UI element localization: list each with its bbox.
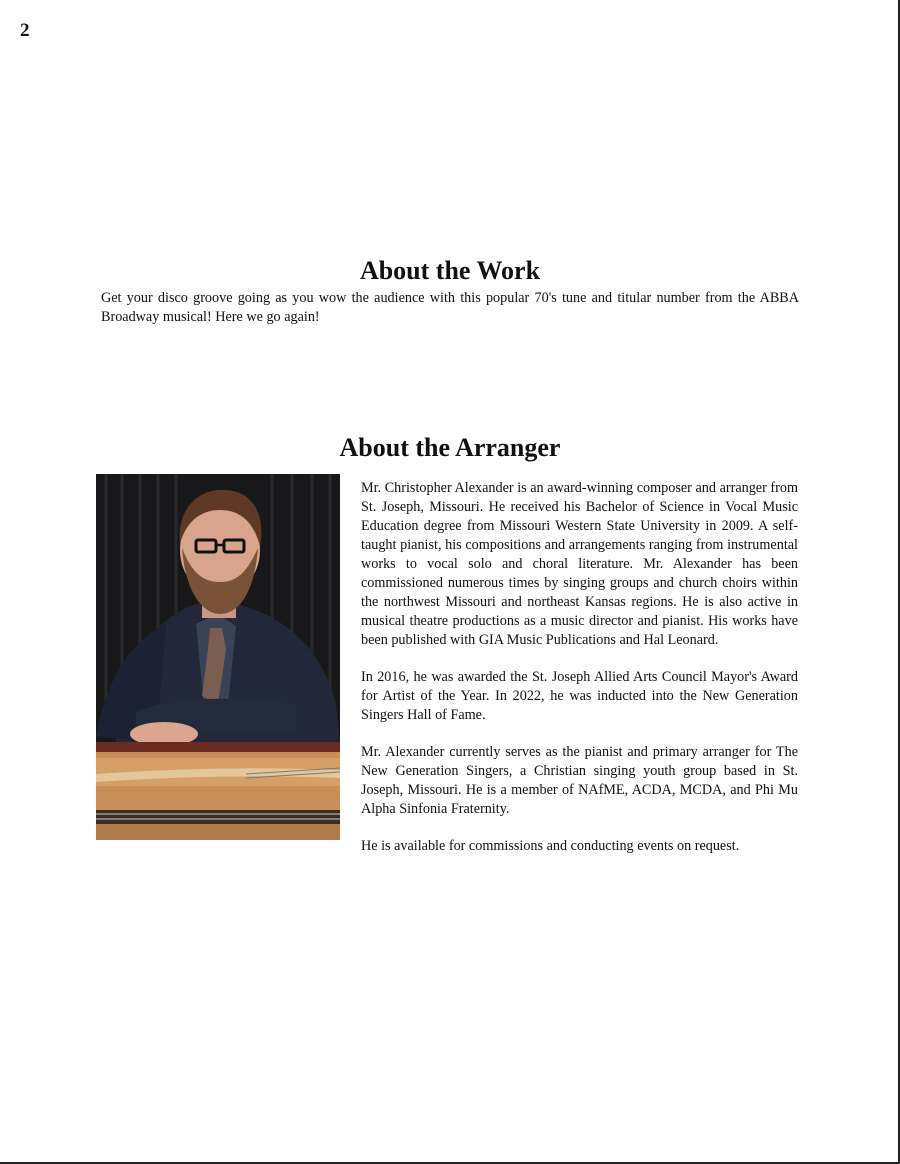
bio-paragraph-2: In 2016, he was awarded the St. Joseph Allied Arts Council Mayor's Award for Artist of the Year. In 2022, he was inducted into the New Generation Singers Hall of Fame.	[361, 669, 798, 723]
about-work-text: Get your disco groove going as you wow the audience with this popular 70's tune and titular number from the ABBA Broadway musical! Here we go again!	[101, 290, 799, 325]
page-number: 2	[20, 20, 30, 41]
about-arranger-heading: About the Arranger	[339, 433, 561, 462]
bio-paragraph-4: He is available for commissions and conducting events on request.	[361, 838, 740, 854]
bio-paragraph-1: Mr. Christopher Alexander is an award-winning composer and arranger from St. Joseph, Missouri. He received his Bachelor of Science in Vocal Music Education degree from Missouri Western State University in 2009. A self-taught pianist, his compositions and arrangements ranging from instrumental works to vocal solo and choral literature. Mr. Alexander has been commissioned numerous times by singing groups and church choirs within the northwest Missouri and northeast Kansas regions. He is also active in musical theatre productions as a music director and pianist. His works have been published with GIA Music Publications and Hal Leonard.	[361, 480, 798, 648]
bio-paragraph-3: Mr. Alexander currently serves as the pianist and primary arranger for The New Generation Singers, a Christian singing youth group based in St. Joseph, Missouri. He is a member of NAfME, ACDA, MCDA, and Phi Mu Alpha Sinfonia Fraternity.	[361, 744, 798, 817]
arranger-bio	[361, 479, 798, 874]
about-work-heading: About the Work	[359, 256, 541, 285]
arranger-photo	[96, 474, 340, 840]
